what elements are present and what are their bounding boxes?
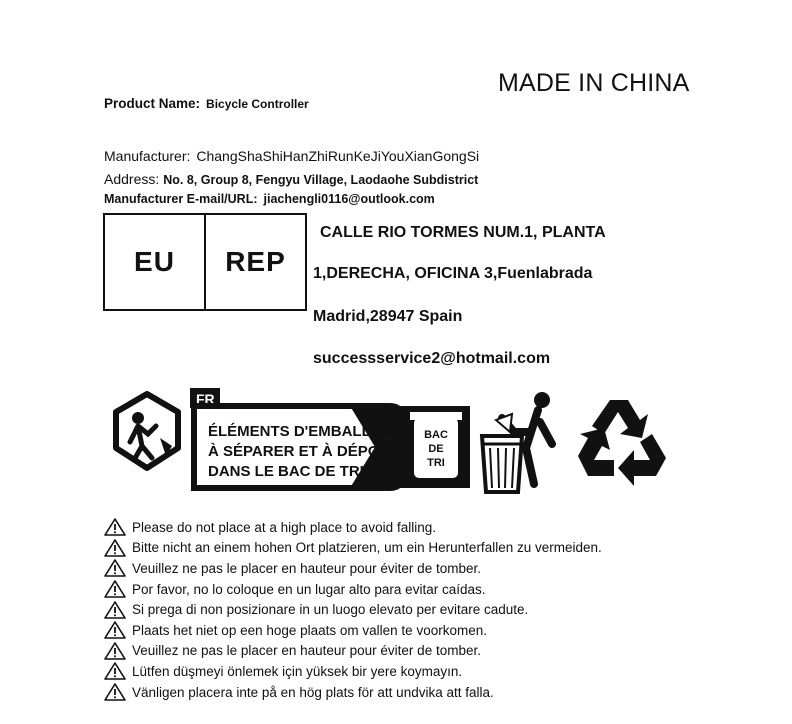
bin-line-3: TRI	[427, 457, 445, 469]
eu-rep-address-line-2: 1,DERECHA, OFICINA 3,Fuenlabrada	[313, 265, 593, 282]
manufacturer-email-value: jiachengli0116@outlook.com	[263, 192, 435, 206]
warning-text: Veuillez ne pas le placer en hauteur pour éviter de tomber.	[132, 560, 481, 576]
address-label: Address:	[104, 171, 160, 187]
warnings-list	[104, 517, 744, 702]
bin-line-1: BAC	[424, 429, 448, 441]
warning-icon	[104, 518, 126, 536]
warning-line-es	[104, 579, 744, 600]
manufacturer-line	[104, 148, 479, 164]
fr-line-1: ÉLÉMENTS D'EMBALLAGE	[208, 423, 404, 440]
warning-icon	[104, 601, 126, 619]
warning-text: Si prega di non posizionare in un luogo elevato per evitare cadute.	[132, 602, 529, 618]
eu-rep-right: REP	[204, 215, 305, 309]
warning-text: Bitte nicht an einem hohen Ort platzieren, um ein Herunterfallen zu vermeiden.	[132, 540, 602, 556]
address-value: No. 8, Group 8, Fengyu Village, Laodaohe Subdistrict	[163, 173, 479, 187]
warning-icon	[104, 539, 126, 557]
warning-line-tr	[104, 661, 744, 682]
warning-text: Vänligen placera inte på en hög plats för att undvika att falla.	[132, 684, 494, 700]
eu-rep-address-line-3: Madrid,28947 Spain	[313, 308, 463, 325]
manufacturer-email-label: Manufacturer E-mail/URL:	[104, 192, 258, 206]
warning-line-sv	[104, 682, 744, 703]
warning-line-fr	[104, 558, 744, 579]
warning-text: Veuillez ne pas le placer en hauteur pour éviter de tomber.	[132, 643, 481, 659]
address-line	[104, 171, 478, 187]
eu-rep-left: EU	[134, 246, 175, 277]
fr-line-3: DANS LE BAC DE TRI	[208, 463, 364, 480]
product-name-label: Product Name:	[104, 96, 201, 111]
eu-rep-box	[103, 213, 307, 311]
warning-icon	[104, 683, 126, 701]
eu-rep-address-line-1: CALLE RIO TORMES NUM.1, PLANTA	[320, 224, 606, 241]
made-in-label: MADE IN CHINA	[498, 69, 690, 97]
manufacturer-email-line	[104, 192, 435, 206]
warning-line-en	[104, 517, 744, 538]
warning-icon	[104, 580, 126, 598]
product-name	[104, 96, 309, 111]
warning-icon	[104, 662, 126, 680]
manufacturer-label: Manufacturer:	[104, 148, 191, 164]
eu-rep-email: successservice2@hotmail.com	[313, 350, 551, 367]
warning-icon	[104, 559, 126, 577]
warning-line-it	[104, 599, 744, 620]
manufacturer-value: ChangShaShiHanZhiRunKeJiYouXianGongSi	[196, 148, 480, 164]
warning-text: Lütfen düşmeyi önlemek için yüksek bir yere koymayın.	[132, 663, 463, 679]
warning-text: Por favor, no lo coloque en un lugar alto para evitar caídas.	[132, 581, 486, 597]
warning-text: Plaats het niet op een hoge plaats om vallen te voorkomen.	[132, 622, 487, 638]
product-name-value: Bicycle Controller	[206, 97, 309, 111]
trash-bin-icon	[478, 388, 568, 496]
warning-line-de	[104, 538, 744, 559]
warning-text: Please do not place at a high place to avoid falling.	[132, 519, 436, 535]
triman-icon	[108, 390, 186, 474]
fr-tag: FR	[196, 391, 215, 407]
fr-sorting-label	[190, 388, 470, 494]
recycle-icon	[574, 394, 670, 486]
bin-line-2: DE	[428, 443, 444, 455]
warning-line-fr-2	[104, 641, 744, 662]
warning-icon	[104, 621, 126, 639]
warning-icon	[104, 642, 126, 660]
warning-line-nl	[104, 620, 744, 641]
fr-line-2: À SÉPARER ET À DÉPOSER	[208, 443, 411, 460]
